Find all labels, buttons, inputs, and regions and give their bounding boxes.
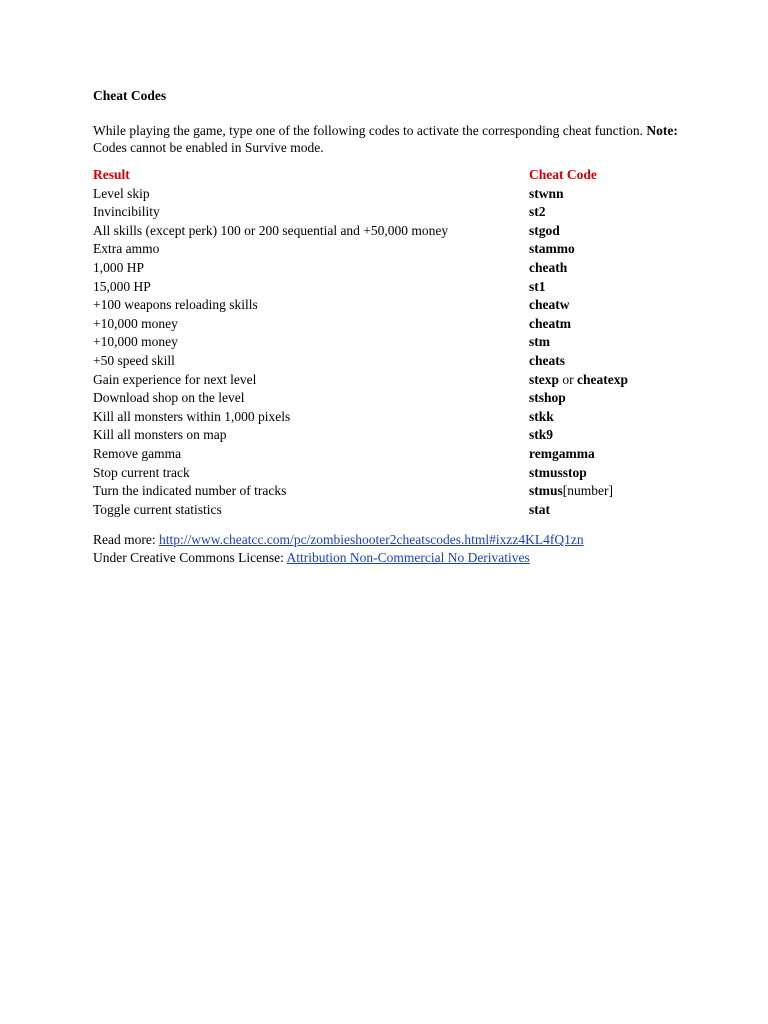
document-page <box>93 86 683 567</box>
table-row <box>93 371 683 390</box>
table-row <box>93 501 683 520</box>
result-cell: Toggle current statistics <box>93 501 222 517</box>
table-row <box>93 333 683 352</box>
table-row <box>93 315 683 334</box>
cheat-code: st2 <box>529 204 546 220</box>
result-cell: Stop current track <box>93 464 190 480</box>
code-cell <box>529 315 683 334</box>
result-column-header: Result <box>93 167 130 182</box>
code-cell <box>529 408 683 427</box>
result-cell: 15,000 HP <box>93 278 151 294</box>
result-cell: Invincibility <box>93 204 160 220</box>
table-row <box>93 240 683 259</box>
table-row <box>93 426 683 445</box>
code-cell <box>529 482 683 501</box>
cheat-code-column-header: Cheat Code <box>529 167 597 182</box>
cheat-code: stkk <box>529 408 554 424</box>
note-label: Note: <box>646 123 678 138</box>
table-row <box>93 278 683 297</box>
cheat-code: stgod <box>529 222 560 238</box>
cheat-code: stammo <box>529 241 575 257</box>
cheat-code: stk9 <box>529 427 554 443</box>
license-link[interactable]: Attribution Non-Commercial No Derivatives <box>286 550 530 566</box>
cheat-code: cheath <box>529 259 568 275</box>
result-cell: Turn the indicated number of tracks <box>93 483 287 499</box>
result-cell: Kill all monsters within 1,000 pixels <box>93 408 291 424</box>
cheat-code: cheats <box>529 352 565 368</box>
result-cell: +10,000 money <box>93 315 178 331</box>
table-row <box>93 222 683 241</box>
intro-paragraph <box>93 122 678 156</box>
result-cell: +100 weapons reloading skills <box>93 297 258 313</box>
table-row <box>93 482 683 501</box>
code-cell <box>529 352 683 371</box>
code-cell <box>529 259 683 278</box>
table-row <box>93 464 683 483</box>
table-row <box>93 408 683 427</box>
table-header-row <box>93 166 683 185</box>
cheat-code: stmusstop <box>529 464 587 480</box>
table-row <box>93 296 683 315</box>
cheat-code: remgamma <box>529 445 595 461</box>
cheat-code: st1 <box>529 278 546 294</box>
cheat-codes-table <box>93 166 683 519</box>
cheat-code: stexp <box>529 371 559 387</box>
cheat-code: stat <box>529 501 550 517</box>
cheat-code: cheatm <box>529 315 571 331</box>
code-cell <box>529 464 683 483</box>
result-cell: Kill all monsters on map <box>93 427 227 443</box>
cheat-code: stm <box>529 334 550 350</box>
read-more-link[interactable]: http://www.cheatcc.com/pc/zombieshooter2cheatscodes.html#ixzz4KL4fQ1zn <box>158 532 584 548</box>
license-line <box>93 549 683 567</box>
intro-text: While playing the game, type one of the following codes to activate the corresponding cheat function. <box>93 123 643 138</box>
cheat-code: stmus <box>529 483 563 499</box>
note-text: Codes cannot be enabled in Survive mode. <box>93 140 324 155</box>
license-label: Under Creative Commons License: <box>93 550 284 566</box>
code-cell <box>529 389 683 408</box>
result-cell: Download shop on the level <box>93 390 245 406</box>
table-row <box>93 259 683 278</box>
table-row <box>93 445 683 464</box>
result-cell: Gain experience for next level <box>93 371 257 387</box>
code-cell <box>529 222 683 241</box>
result-cell: 1,000 HP <box>93 259 145 275</box>
code-cell <box>529 333 683 352</box>
code-cell <box>529 445 683 464</box>
code-cell <box>529 501 683 520</box>
cheat-code: cheatw <box>529 297 570 313</box>
code-cell <box>529 371 683 390</box>
result-cell: Remove gamma <box>93 445 182 461</box>
result-cell: +10,000 money <box>93 334 178 350</box>
table-row <box>93 389 683 408</box>
code-cell <box>529 296 683 315</box>
code-cell <box>529 203 683 222</box>
page-title: Cheat Codes <box>93 88 167 103</box>
result-cell: Level skip <box>93 185 150 201</box>
result-cell: All skills (except perk) 100 or 200 sequential and +50,000 money <box>93 222 449 238</box>
result-cell: Extra ammo <box>93 241 160 257</box>
read-more-label: Read more: <box>93 532 156 548</box>
table-row <box>93 352 683 371</box>
code-cell <box>529 426 683 445</box>
code-cell <box>529 240 683 259</box>
cheat-code: stshop <box>529 390 566 406</box>
cheat-code-alt: cheatexp <box>577 371 628 387</box>
table-row <box>93 203 683 222</box>
code-connector: or <box>562 371 574 387</box>
footer <box>93 531 683 567</box>
read-more-line <box>93 531 683 549</box>
code-cell <box>529 185 683 204</box>
cheat-code: stwnn <box>529 185 564 201</box>
result-cell: +50 speed skill <box>93 352 175 368</box>
code-cell <box>529 278 683 297</box>
code-suffix: [number] <box>562 483 613 499</box>
table-row <box>93 185 683 204</box>
